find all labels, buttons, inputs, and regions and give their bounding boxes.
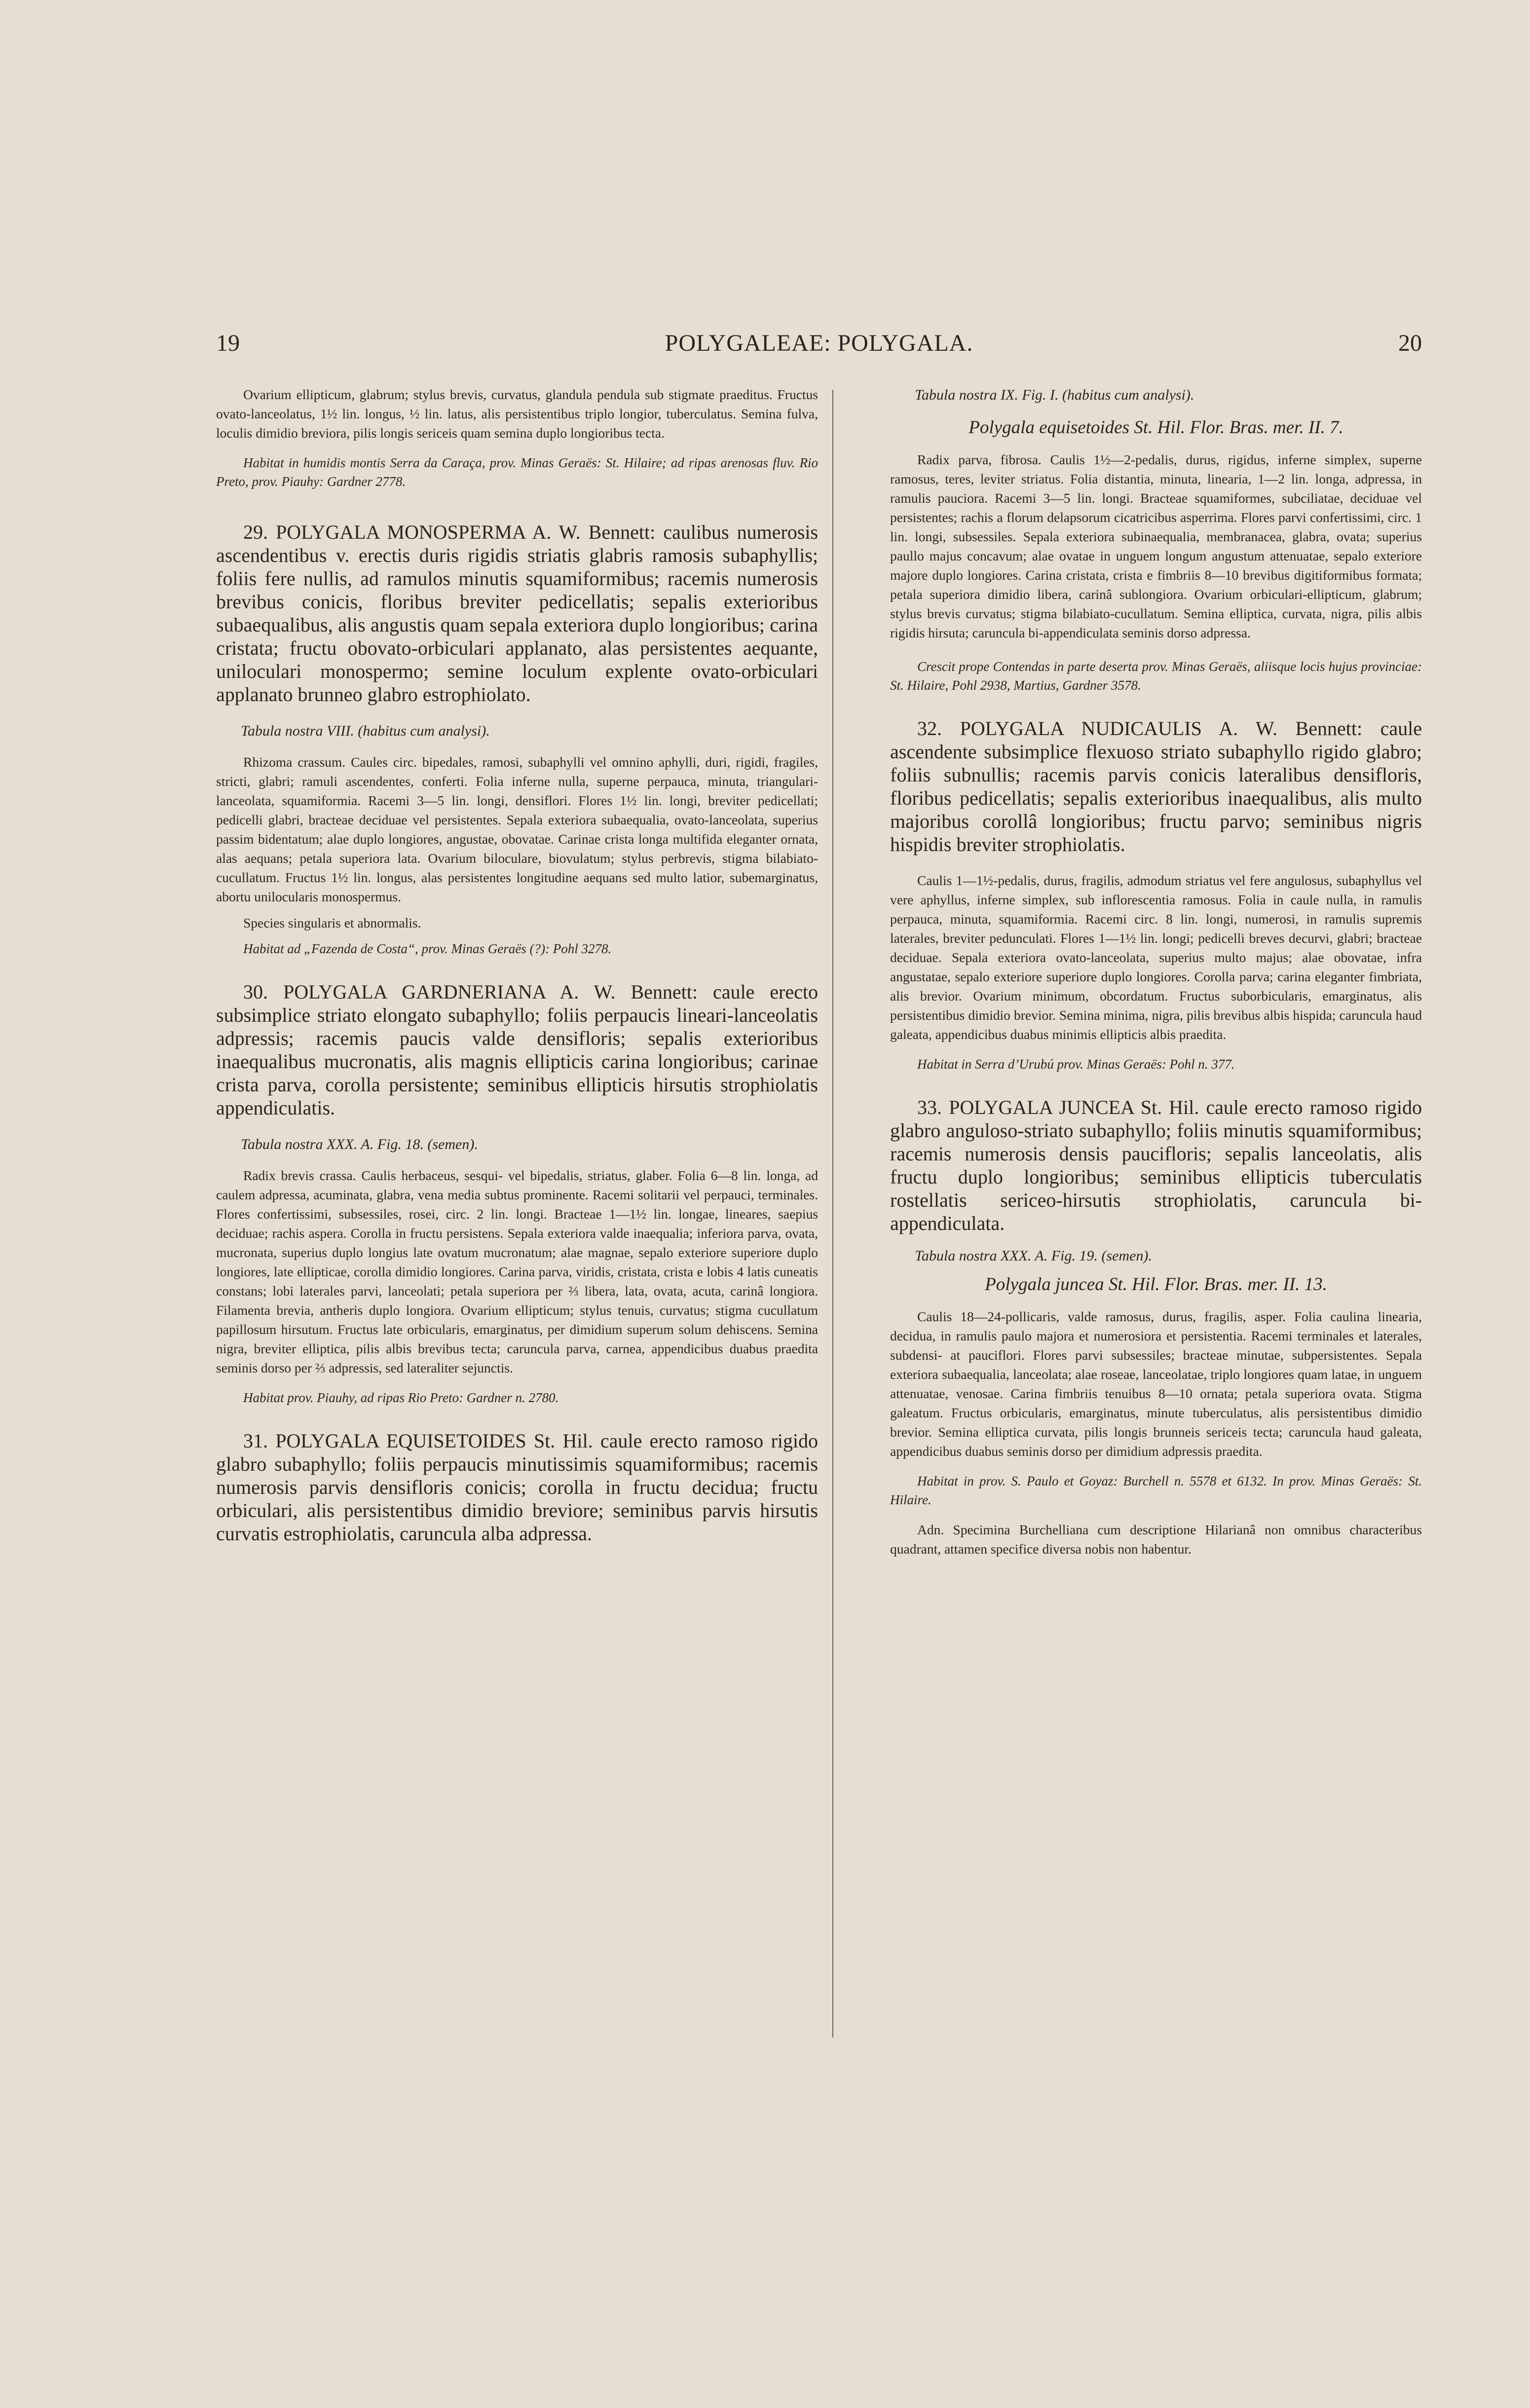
species-30-habitat: Habitat prov. Piauhy, ad ripas Rio Preto: Gardner n. 2780. [243,1390,559,1405]
p28-ovarium-text: Ovarium ellipticum, glabrum; stylus brevis, curvatus, glandula pendula sub stigmate praeditus. Fructus ovato-lanceolatus, 1½ lin. longus, ½ lin. latus, alis persistentibus triplo longior, tuberculatus. Semina fulva, loculis dimidio breviora, pilis longis sericeis quam semina duplo longioribus tecta. [216,387,818,441]
species-31-habitat: Crescit prope Contendas in parte deserta prov. Minas Geraës, aliisque locis hujus provinciae: St. Hilaire, Pohl 2938, Martius, Gardner 3578. [890,659,1422,693]
species-30-plate-ref: Tabula nostra XXX. A. Fig. 18. (semen). [241,1136,478,1152]
left-column [216,385,818,1545]
right-column [890,385,1422,1558]
species-33-synonym: Polygala juncea St. Hil. Flor. Bras. mer. II. 13. [985,1274,1327,1295]
species-29-plate-ref: Tabula nostra VIII. (habitus cum analysi). [241,723,490,739]
species-32-description: Caulis 1—1½-pedalis, durus, fragilis, admodum striatus vel fere angulosus, subaphyllus vel vere aphyllus, inferne simplex, sub inflorescentia ramosus. Folia in caule nulla, in ramulis perpauca, minuta, squamiformia. Racemi circ. 8 lin. longi, numerosi, in ramulis supremis laterales, breviter pedunculati. Flores 1—1½ lin. longi; pedicelli breves decurvi, glabri; bracteae deciduae. Sepala exteriora ovato-lanceolata, superius multo majus; alae obovatae, infra angustatae, sepalo exteriore superiore duplo longiores. Corolla parva; carina eleganter fimbriata, alis brevior. Ovarium minimum, obcordatum. Fructus suborbicularis, emarginatus, alis persistentibus dimidio brevior. Semina minima, nigra, pilis brevibus albis hispida; caruncula haud galeata, appendicibus duabus minimis ellipticis albis praedita. [890,873,1422,1042]
species-33-annotation: Adn. Specimina Burchelliana cum descriptione Hilarianâ non omnibus characteribus quadrant, attamen specifice diversa nobis non habentur. [890,1522,1422,1556]
species-29-note: Species singularis et abnormalis. [243,915,421,930]
page-number-left: 19 [216,330,240,356]
species-30-description: Radix brevis crassa. Caulis herbaceus, sesqui- vel bipedalis, striatus, glaber. Folia 6—8 lin. longa, ad caulem adpressa, acuminata, glabra, vena media subtus prominente. Racemi solitarii vel perpauci, terminales. Flores confertissimi, subsessiles, rosei, circ. 2 lin. longi. Bracteae 1—1½ lin. longae, lineares, saepius deciduae; rachis aspera. Corolla in fructu persistens. Sepala exteriora valde inaequalia; inferiora parva, ovata, mucronata, superius duplo longius late ovatum mucronatum; alae magnae, sepalo exteriore superiore duplo longiores, late ellipticae, corolla dimidio longiores. Carina parva, viridis, cristata, crista e lobis 4 latis cuneatis constans; lobi laterales parvi, lanceolati; petala superiora per ⅔ libera, lata, ovata, acuta, carinâ longiora. Filamenta brevia, antheris duplo longiora. Ovarium ellipticum; stylus tenuis, curvatus; stigma cucullatum papillosum hirsutum. Fructus late orbicularis, emarginatus, per dimidium superum solum dehiscens. Semina nigra, breviter elliptica, pilis albis brevibus tecta; caruncula parva, carnea, appendicibus duabus praedita seminis dorso per ⅔ adpressis, sed lateraliter sejunctis. [216,1168,818,1375]
species-30-diagnosis: 30. POLYGALA GARDNERIANA A. W. Bennett: caule erecto subsimplice striato elongato subaphyllo; foliis perpaucis lineari-lanceolatis adpressis; racemis paucis valde densifloris; sepalis exterioribus inaequalibus mucronatis, alis magnis ellipticis carina longioribus; carinae crista parva, corolla persistente; seminibus ellipticis hirsutis strophiolatis appendiculatis. [216,981,818,1119]
species-29-description: Rhizoma crassum. Caules circ. bipedales, ramosi, subaphylli vel omnino aphylli, duri, rigidi, fragiles, stricti, glabri; ramuli ascendentes, conferti. Folia inferne nulla, superne perpauca, minuta, triangulari-lanceolata, squamiformia. Racemi 3—5 lin. longi, densiflori. Flores 1½ lin. longi, breviter pedicellati; pedicelli glabri, bracteae deciduae vel persistentes. Sepala exteriora subaequalia, ovato-lanceolata, superius passim bidentatum; alae duplo longiores, angustae, obovatae. Carinae crista longa multifida eleganter ornata, alas aequans; petala superiora lata. Ovarium biloculare, biovulatum; stylus perbrevis, stigma bilabiato-cucullatum. Fructus 1½ lin. longus, alas persistentes longitudine aequans sed multo latior, subemarginatus, abortu unilocularis monospermus. [216,754,818,904]
p28-habitat: Habitat in humidis montis Serra da Caraça, prov. Minas Geraës: St. Hilaire; ad ripas arenosas fluv. Rio Preto, prov. Piauhy: Gardner 2778. [216,455,818,489]
species-33-habitat: Habitat in prov. S. Paulo et Goyaz: Burchell n. 5578 et 6132. In prov. Minas Geraës: St. Hilaire. [890,1474,1422,1507]
page-number-right: 20 [1398,330,1422,356]
species-32-diagnosis: 32. POLYGALA NUDICAULIS A. W. Bennett: caule ascendente subsimplice flexuoso striato subaphyllo rigido glabro; foliis subnullis; racemis parvis conicis lateralibus densifloris, floribus pedicellatis; sepalis exterioribus inaequalibus, alis multo majoribus corollâ longioribus; fructu parvo; seminibus nigris hispidis breviter strophiolatis. [890,717,1422,855]
species-31-synonym: Polygala equisetoides St. Hil. Flor. Bras. mer. II. 7. [969,417,1343,438]
species-31-diagnosis: 31. POLYGALA EQUISETOIDES St. Hil. caule erecto ramoso rigido glabro subaphyllo; foliis perpaucis minutissimis squamiformibus; racemis numerosis parvis densifloris conicis; corolla in fructu decidua; fructu orbiculari, alis persistentibus dimidio breviore; seminibus parvis hirsutis curvatis estrophiolatis, caruncula alba adpressa. [216,1430,818,1545]
column-divider [832,390,833,2038]
species-31-description: Radix parva, fibrosa. Caulis 1½—2-pedalis, durus, rigidus, inferne simplex, superne ramosus, teres, leviter striatus. Folia distantia, minuta, linearia, 1—2 lin. longa, adpressa, in ramulis pauciora. Racemi 3—5 lin. longi. Bracteae squamiformes, subciliatae, deciduae vel persistentes; rachis a florum delapsorum cicatricibus asperrima. Flores parvi confertissimi, circ. 1 lin. longi, subsessiles. Sepala exteriora subinaequalia, membranacea, glabra, ovata; superius paullo majus concavum; alae ovatae in unguem longum angustum attenuatae, sepalo exteriore majore duplo longiores. Carina cristata, crista e fimbriis 8—10 brevibus digitiformibus formata; petala superiora dimidio libera, carinâ sublongiora. Ovarium orbiculari-ellipticum, glabrum; stylus brevis curvatus; stigma bilabiato-cucullatum. Semina elliptica, curvata, nigra, pilis albis rigidis hirsuta; caruncula bi-appendiculata seminis dorso adpressa. [890,452,1422,640]
running-title: POLYGALEAE: POLYGALA. [665,330,973,356]
species-33-diagnosis: 33. POLYGALA JUNCEA St. Hil. caule erecto ramoso rigido glabro anguloso-striato subaphyllo; foliis minutis squamiformibus; racemis numerosis densis paucifloris; sepalis lanceolatis, alis fructu duplo longioribus; seminibus ellipticis tuberculatis rostellatis sericeo-hirsutis strophiolatis, caruncula bi-appendiculata. [890,1096,1422,1234]
species-33-plate-ref: Tabula nostra XXX. A. Fig. 19. (semen). [915,1248,1152,1264]
running-header [216,330,1422,369]
species-29-habitat: Habitat ad „Fazenda de Costa“, prov. Minas Geraës (?): Pohl 3278. [243,941,612,956]
species-33-description: Caulis 18—24-pollicaris, valde ramosus, durus, fragilis, asper. Folia caulina linearia, decidua, in ramulis paulo majora et numerosiora et persistentia. Racemi terminales et laterales, subdensi- at pauciflori. Flores parvi subsessiles; bracteae minutae, subpersistentes. Sepala exteriora subaequalia, lanceolata; alae roseae, lanceolatae, triplo longiores quam latae, in unguem attenuatae, venosae. Carina fimbriis tenuibus 8—10 ornata; petala superiora ovata. Stigma galeatum. Fructus orbicularis, emarginatus, minute tuberculatus, alis persistentibus dimidio brevior. Semina elliptica curvata, pilis longis brunneis sericeis tecta; caruncula haud galeata, appendicibus duabus seminis dorso per dimidium adpressis praedita. [890,1309,1422,1459]
species-29-diagnosis: 29. POLYGALA MONOSPERMA A. W. Bennett: caulibus numerosis ascendentibus v. erectis duris rigidis striatis glabris ramosis subaphyllis; foliis fere nullis, ad ramulos minutis squamiformibus; racemis numerosis brevibus conicis, floribus breviter pedicellatis; sepalis exterioribus subaequalibus, alis angustis quam sepala exteriora duplo longioribus; carina cristata; fructu obovato-orbiculari applanato, alas persistentes aequante, uniloculari monospermo; semine loculum explente ovato-orbiculari applanato brunneo glabro estrophiolato. [216,521,818,705]
species-31-plate-ref: Tabula nostra IX. Fig. I. (habitus cum analysi). [915,387,1194,403]
species-32-habitat: Habitat in Serra d’Urubú prov. Minas Geraës: Pohl n. 377. [917,1057,1235,1072]
